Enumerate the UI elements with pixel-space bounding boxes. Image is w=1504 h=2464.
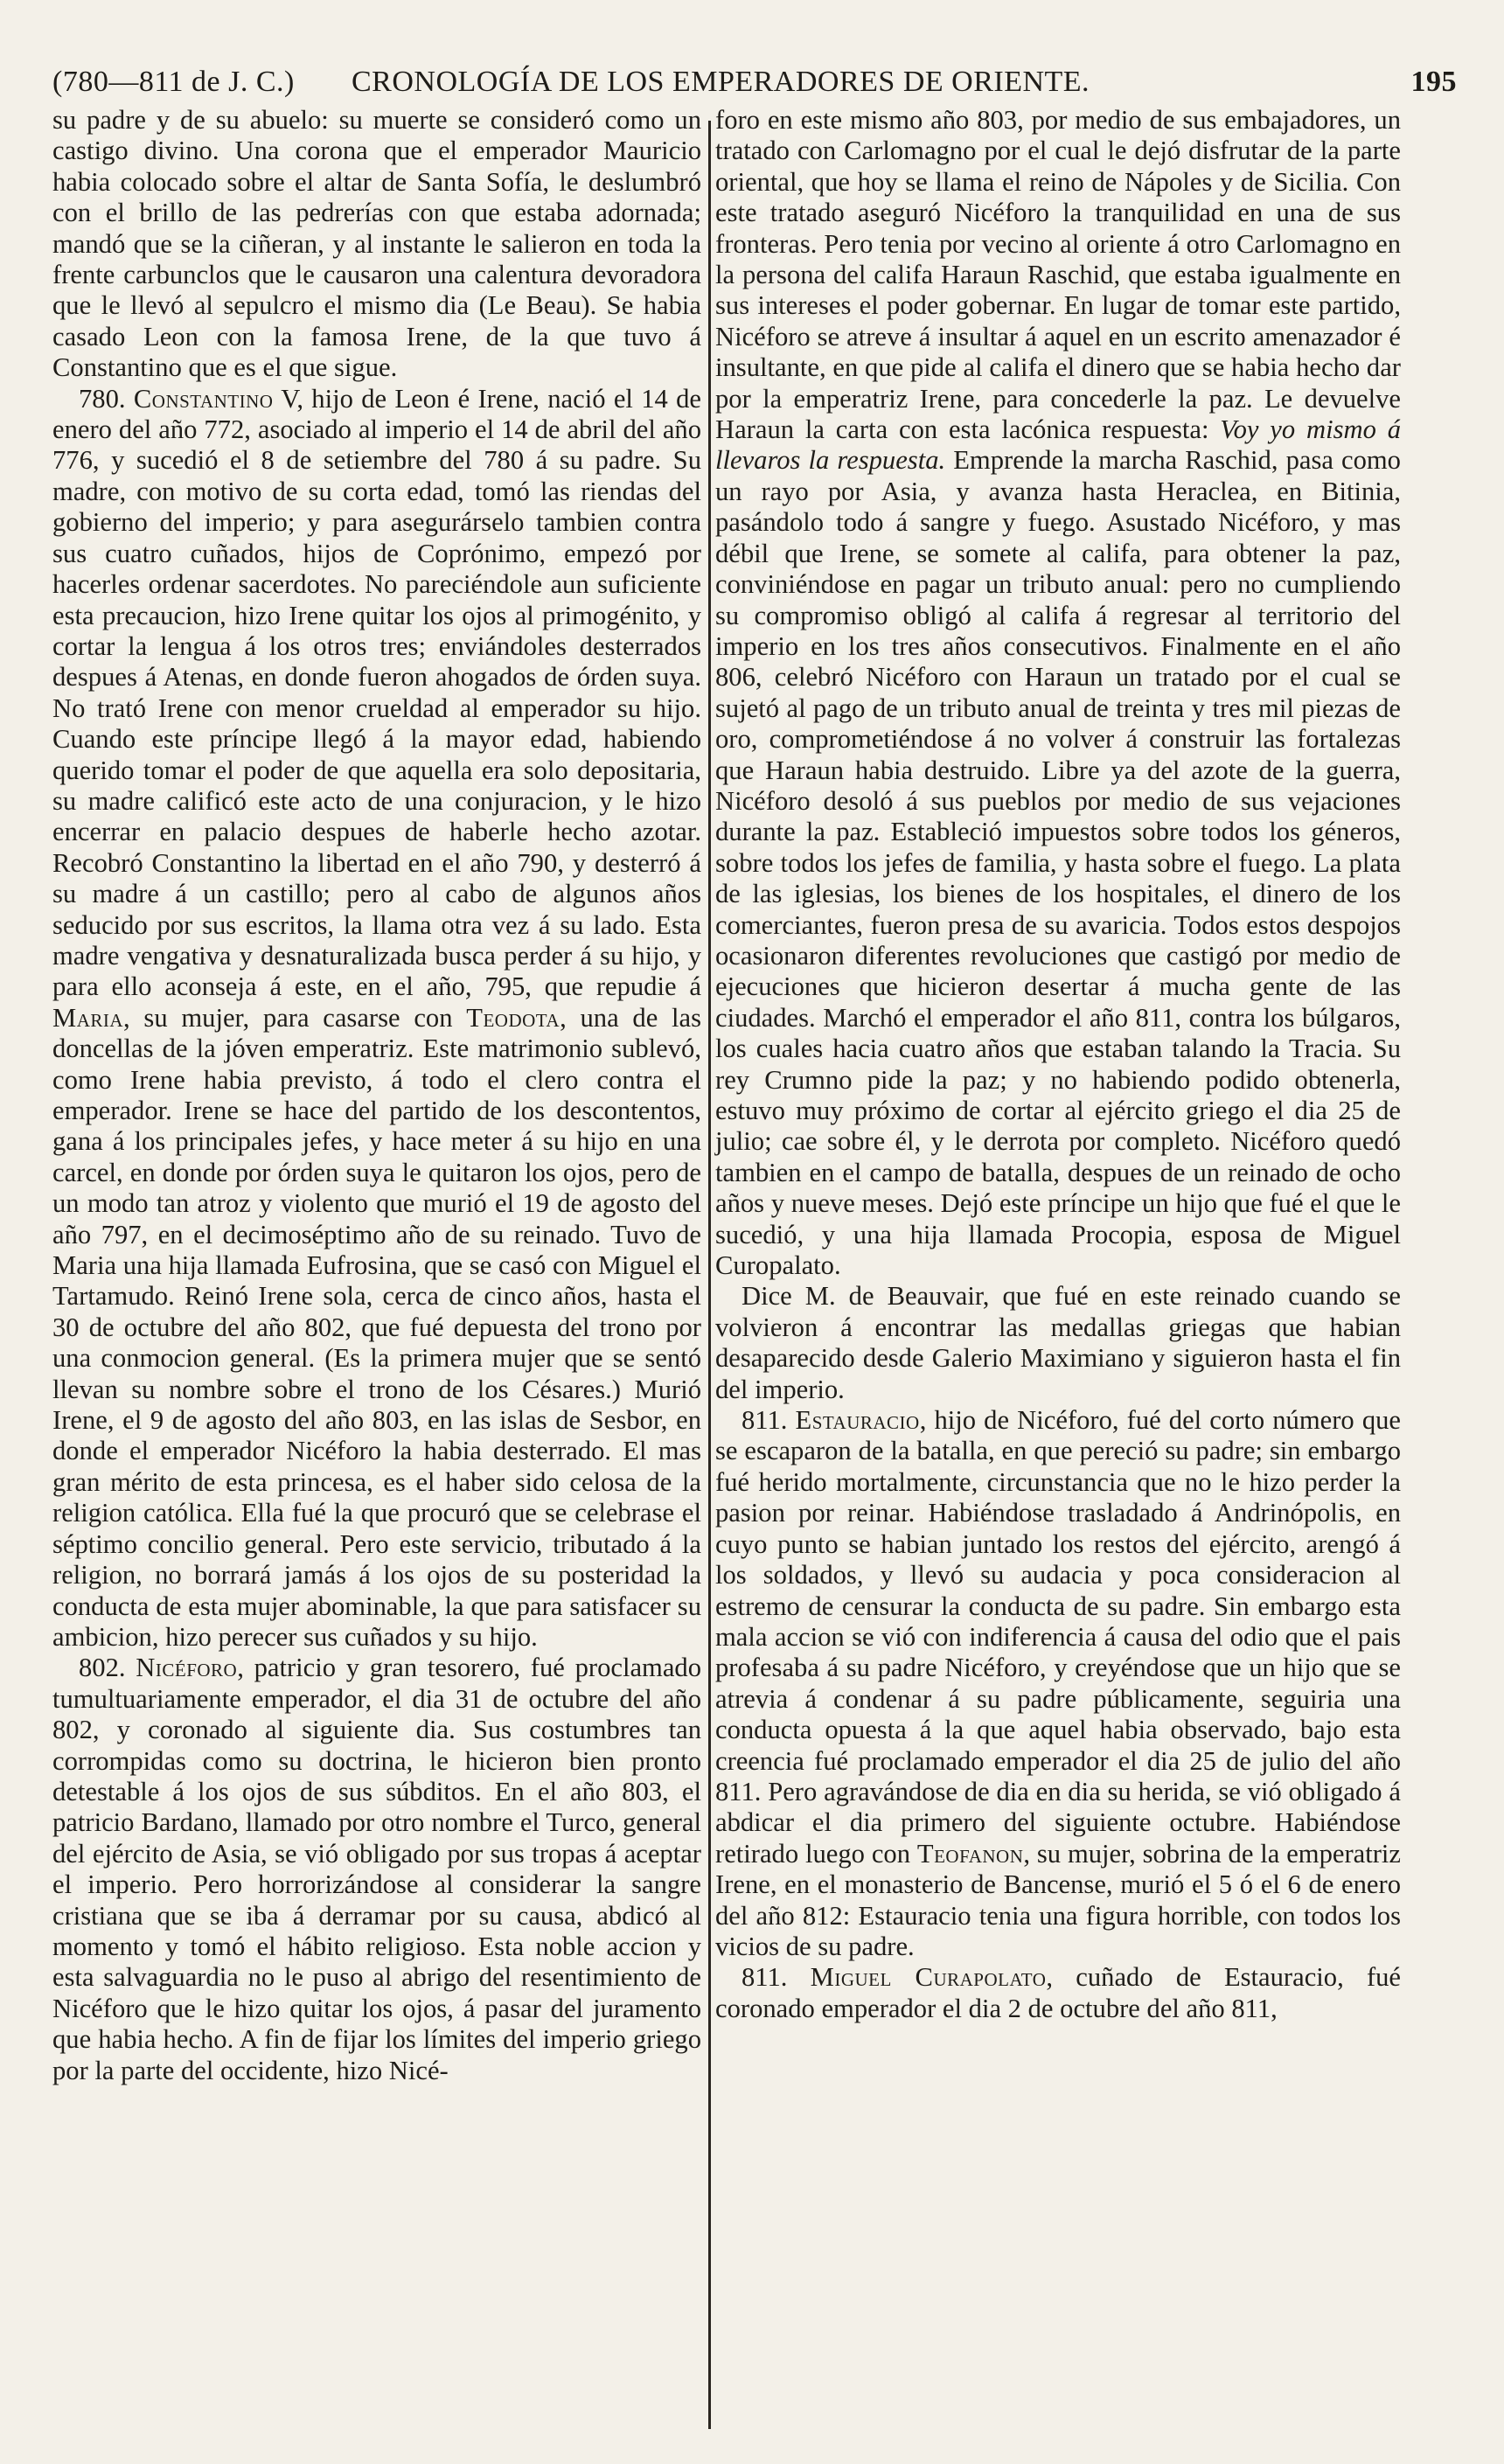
name-maria: Maria xyxy=(52,1002,124,1033)
paragraph-beauvair: Dice M. de Beauvair, que fué en este reinado cuando se volvieron á encontrar las medallas griegas que habian desaparecido desde Galerio Maximiano y siguieron hasta el fin del imperio. xyxy=(715,1281,1401,1404)
paragraph-text: , cuñado de Estauracio, fué coronado emperador el dia 2 de octubre del año 811, xyxy=(715,1962,1402,2023)
quoted-reply: Voy yo mismo á llevaros la respuesta. xyxy=(715,414,1402,476)
column-divider xyxy=(708,121,711,2429)
paragraph-text: , patricio y gran tesorero, fué proclamado tumultuariamente emperador, el dia 31 de octubre del año 802, y coronado al siguiente dia. Sus costumbres tan corrompidas como su doctrina, le hicieron bien pronto detestable á los ojos de sus súbditos. En el año 803, el patricio Bardano, llamado por otro nombre el Turco, general del ejército de Asia, se vió obligado por sus tropas á aceptar el imperio. Pero horrorizándose al considerar la sangre cristiana que se iba á derramar por su causa, abdicó al momento y tomó el hábito religioso. Esta noble accion y esta salvaguardia no le puso al abrigo del resentimiento de Nicéforo que le hizo quitar los ojos, á pasar del juramento que habia hecho. A fin de fijar los límites del imperio griego por la parte del occidente, hizo Nicé- xyxy=(52,1653,701,2085)
paragraph-text: Emprende la marcha Raschid, pasa como un rayo por Asia, y avanza hasta Heraclea, en Bitinia, pasándolo todo á sangre y fuego. Asustado Nicéforo, y mas débil que Irene, se somete al califa, para obtener la paz, conviniéndose en pagar un tributo anual: pero no cumpliendo su compromiso obligó al califa á regresar al territorio del imperio en los tres años consecutivos. Finalmente en el año 806, celebró Nicéforo con Haraun un tratado por el cual se sujetó al pago de un tributo anual de treinta y tres mil piezas de oro, comprometiéndose á no volver á construir las fortalezas que Haraun habia destruido. Libre ya del azote de la guerra, Nicéforo desoló á sus pueblos por medio de sus vejaciones durante la paz. Estableció impuestos sobre todos los géneros, sobre todos los jefes de familia, y hasta sobre el fuego. La plata de las iglesias, los bienes de los hospitales, el dinero de los comerciantes, fueron presa de su avaricia. Todos estos despojos ocasionaron diferentes revoluciones que castigó por medio de ejecuciones que hicieron desertar á mucha gente de las ciudades. Marchó el emperador el año 811, contra los búlgaros, los cuales hacia cuatro años que estaban talando la Tracia. Su rey Crumno pide la paz; y no habiendo podido obtenerla, estuvo muy próximo de cortar al ejército griego el dia 25 de julio; cae sobre él, y le derrota por completo. Nicéforo quedó tambien en el campo de batalla, despues de un reinado de ocho años y nueve meses. Dejó este príncipe un hijo que fué el que le sucedió, y una hija llamada Procopia, esposa de Miguel Curopalato. xyxy=(715,445,1401,1281)
paragraph-leon-continuation: su padre y de su abuelo: su muerte se consideró como un castigo divino. Una corona que el emperador Mauricio habia colocado sobre el altar de Santa Sofía, le deslumbró con el brillo de las pedrerías con que estaba adornada; mandó que se la ciñeran, y al instante le salieron en toda la frente carbunclos que le causaron una calentura devoradora que le llevó al sepulcro el mismo dia (Le Beau). Se habia casado Leon con la famosa Irene, de la que tuvo á Constantino que es el que sigue. xyxy=(52,105,701,383)
left-column xyxy=(52,105,701,2086)
entry-year: 780. xyxy=(79,383,126,414)
paragraph-estauracio xyxy=(715,1405,1401,1962)
paragraph-text: , hijo de Nicéforo, fué del corto número que se escaparon de la batalla, en que pereció su padre; sin embargo fué herido mortalmente, circunstancia que no le hizo perder la pasion por reinar. Habiéndose trasladado á Andrinópolis, en cuyo punto se habian juntado los restos del ejército, arengó á los soldados, y llevó su audacia y poca consideracion al estremo de censurar la conducta de su padre. Sin embargo esta mala accion se vió con indiferencia á causa del odio que el pais profesaba á su padre Nicéforo, y creyéndose que un hijo que se atrevia á condenar á su padre públicamente, seguiria una conducta opuesta á la que aquel habia observado, bajo esta creencia fué proclamado emperador el dia 25 de julio del año 811. Pero agravándose de dia en dia su herida, se vió obligado á abdicar el dia primero del siguiente octubre. Habiéndose retirado luego con xyxy=(715,1405,1401,1869)
emperor-name: Constantino xyxy=(133,383,274,414)
paragraph-text: V, hijo de Leon é Irene, nació el 14 de enero del año 772, asociado al imperio el 14 de abril del año 776, y sucedió el 8 de setiembre del 780 á su padre. Su madre, con motivo de su corta edad, tomó las riendas del gobierno del imperio; y para asegurárselo tambien contra sus cuatro cuñados, hijos de Coprónimo, empezó por hacerles ordenar sacerdotes. No pareciéndole aun suficiente esta precaucion, hizo Irene quitar los ojos al primogénito, y cortar la lengua á los otros tres; enviándoles desterrados despues á Atenas, en donde fueron ahogados de órden suya. No trató Irene con menor crueldad al emperador su hijo. Cuando este príncipe llegó á la mayor edad, habiendo querido tomar el poder de que aquella era solo depositaria, su madre calificó este acto de una conjuracion, y le hizo encerrar en palacio despues de haberle hecho azotar. Recobró Constantino la libertad en el año 790, y desterró á su madre á un castillo; pero al cabo de algunos años seducido por sus escritos, la llama otra vez á su lado. Esta madre vengativa y desnaturalizada busca perder á su hijo, y para ello aconseja á este, en el año, 795, que repudie á xyxy=(52,383,701,1002)
header-title: CRONOLOGÍA DE LOS EMPERADORES DE ORIENTE. xyxy=(352,66,1090,98)
entry-year: 811. xyxy=(742,1405,788,1436)
paragraph-text: , una de las doncellas de la jóven emperatriz. Este matrimonio sublevó, como Irene habia previsto, á todo el clero contra el emperador. Irene se hace del partido de los descontentos, gana á los principales jefes, y hace meter á su hijo en una carcel, en donde por órden suya le quitaron los ojos, pero de un modo tan atroz y violento que murió el 19 de agosto del año 797, en el decimoséptimo año de su reinado. Tuvo de Maria una hija llamada Eufrosina, que se casó con Miguel el Tartamudo. Reinó Irene sola, cerca de cinco años, hasta el 30 de octubre del año 802, que fué depuesta del trono por una conmocion general. (Es la primera mujer que se sentó llevan su nombre sobre el trono de los Césares.) Murió Irene, el 9 de agosto del año 803, en las islas de Sesbor, en donde el emperador Nicéforo la habia desterrado. El mas gran mérito de esta princesa, es el haber sido celosa de la religion católica. Ella fué la que procuró que se celebrase el séptimo concilio general. Pero este servicio, tributado á la religion, no borrará jamás á los ojos de su posteridad la conducta de esta mujer abominable, la que para satisfacer su ambicion, hizo perecer sus cuñados y su hijo. xyxy=(52,1002,701,1652)
paragraph-miguel-curapolato xyxy=(715,1962,1401,2024)
right-column xyxy=(715,105,1401,2024)
paragraph-constantino-v xyxy=(52,384,701,1653)
paragraph-text: , su mujer, para casarse con xyxy=(123,1002,453,1033)
emperor-name: Miguel Curapolato xyxy=(810,1962,1047,1993)
running-header xyxy=(52,59,1457,105)
entry-year: 811. xyxy=(742,1962,788,1993)
emperor-name: Nicéforo xyxy=(136,1653,238,1683)
name-teofanon: Teofanon xyxy=(916,1838,1024,1869)
header-date-range: (780—811 de J. C.) xyxy=(52,66,295,98)
paragraph-text: foro en este mismo año 803, por medio de sus embajadores, un tratado con Carlomagno por el cual le dejó disfrutar de la parte oriental, que hoy se llama el reino de Nápoles y de Sicilia. Con este tratado aseguró Nicéforo la tranquilidad en una de sus fronteras. Pero tenia por vecino al oriente á otro Carlomagno en la persona del califa Haraun Raschid, que estaba igualmente en sus intereses el poder gobernar. En lugar de tomar este partido, Nicéforo se atreve á insultar á aquel en un escrito amenazador é insultante, en que pide al califa el dinero que se habia hecho dar por la emperatriz Irene, para concederle la paz. Le devuelve Haraun la carta con esta lacónica respuesta: xyxy=(715,105,1401,445)
paragraph-niceforo-continuation xyxy=(715,105,1401,1281)
page-number: 195 xyxy=(1410,66,1457,98)
paragraph-text: , su mujer, sobrina de la emperatriz Irene, en el monasterio de Bancense, murió el 5 ó el 6 de enero del año 812: Estauracio tenia una figura horrible, con todos los vicios de su padre. xyxy=(715,1838,1401,1961)
name-teodota: Teodota xyxy=(466,1002,561,1033)
paragraph-niceforo xyxy=(52,1653,701,2086)
entry-year: 802. xyxy=(79,1653,126,1683)
emperor-name: Estauracio xyxy=(795,1405,920,1436)
